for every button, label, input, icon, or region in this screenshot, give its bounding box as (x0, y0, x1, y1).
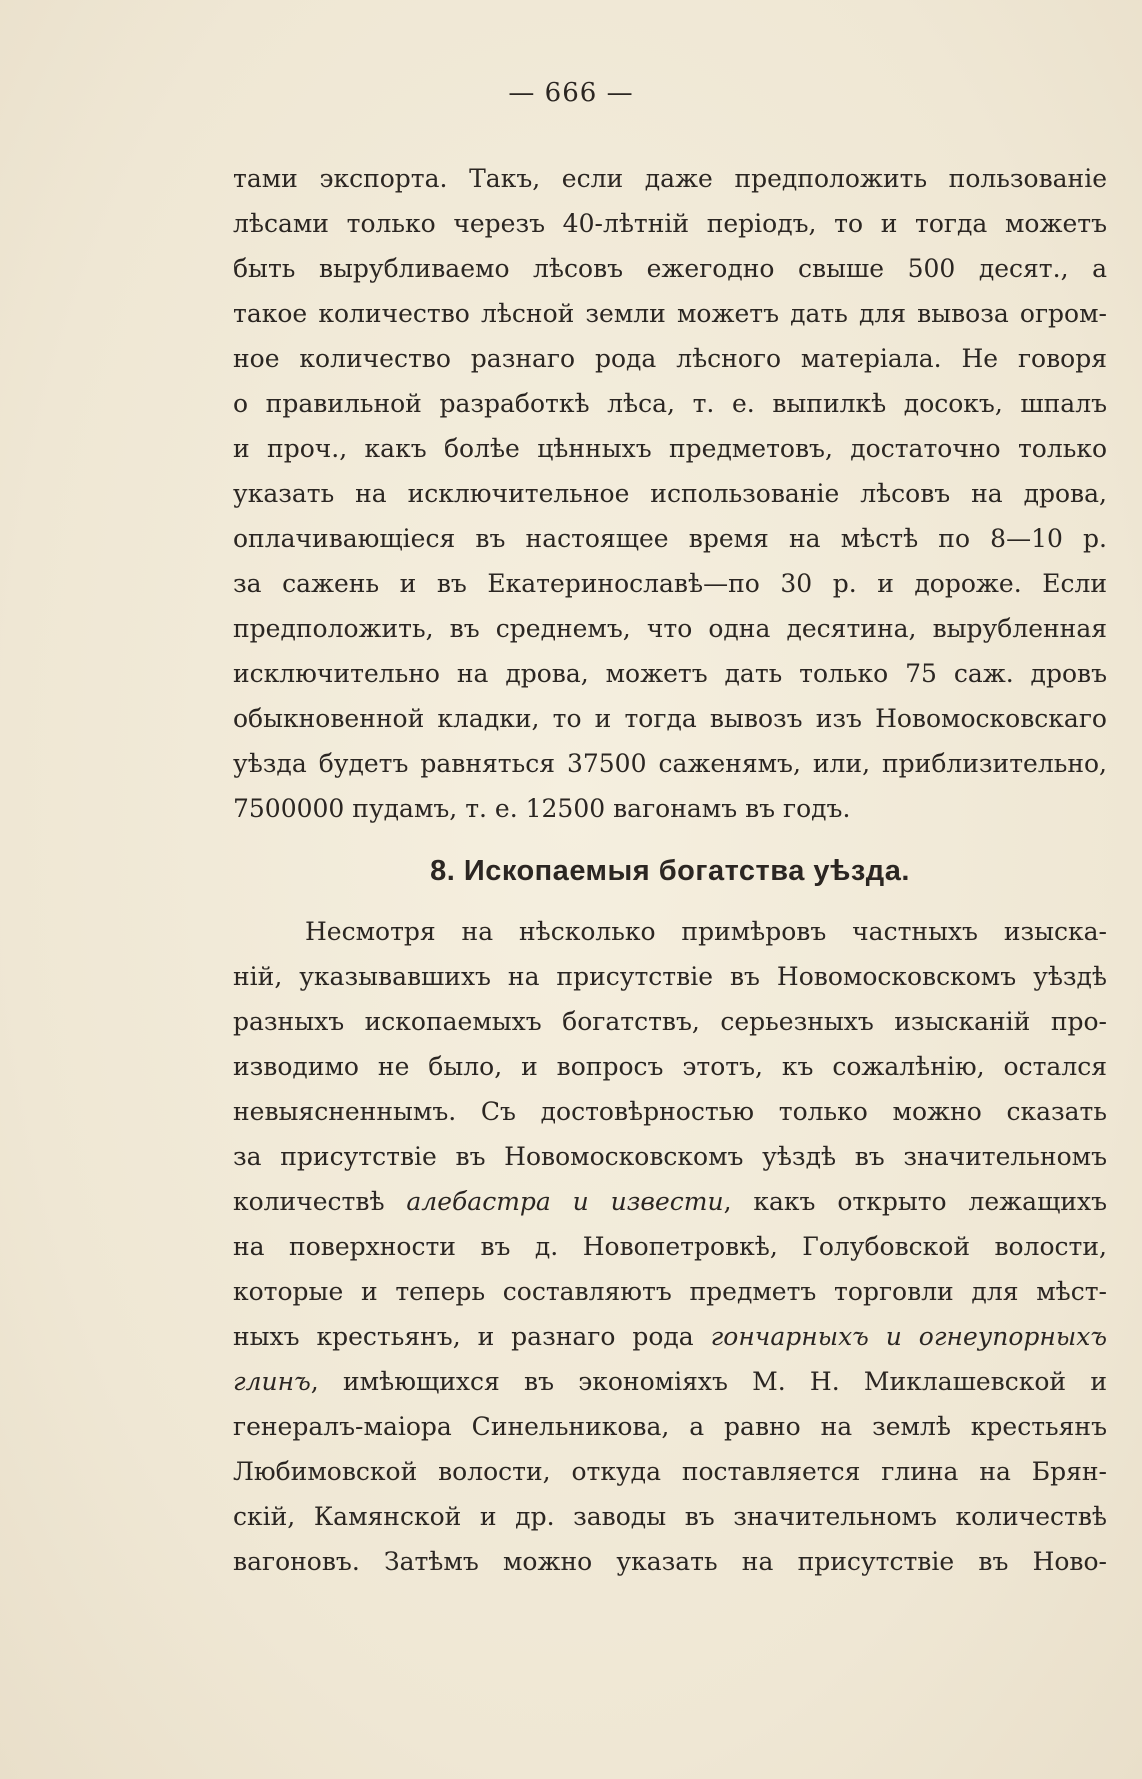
text-line: разныхъ ископаемыхъ богатствъ, серьезныхъ изысканій про- (233, 1007, 1107, 1036)
text-line (233, 1359, 1107, 1404)
text-line: обыкновенной кладки, то и тогда вывозъ изъ Новомосковскаго (233, 704, 1107, 733)
section-heading: 8. Ископаемыя богатства уѣзда. (430, 855, 910, 887)
text-line: 7500000 пудамъ, т. е. 12500 вагонамъ въ годъ. (233, 794, 851, 823)
text-line: исключительно на дрова, можетъ дать только 75 саж. дровъ (233, 659, 1107, 688)
text-line: скій, Камянской и др. заводы въ значительномъ количествѣ (233, 1502, 1107, 1531)
text-line: на поверхности въ д. Новопетровкѣ, Голубовской волости, (233, 1232, 1107, 1261)
text-line: о правильной разработкѣ лѣса, т. е. выпилкѣ досокъ, шпалъ (233, 389, 1107, 418)
text-segment: , имѣющихся въ экономіяхъ М. Н. Миклашевской и (310, 1367, 1107, 1396)
text-line: ній, указывавшихъ на присутствіе въ Новомосковскомъ уѣздѣ (233, 962, 1107, 991)
text-segment: ныхъ крестьянъ, и разнаго рода (233, 1322, 711, 1351)
italic-term-clays: гончарныхъ и огнеупорныхъ (710, 1322, 1107, 1351)
text-line: предположить, въ среднемъ, что одна десятина, вырубленная (233, 614, 1107, 643)
text-line: за присутствіе въ Новомосковскомъ уѣздѣ въ значительномъ (233, 1142, 1107, 1171)
text-line: оплачивающіеся въ настоящее время на мѣстѣ по 8—10 р. (233, 524, 1107, 553)
italic-term-alabaster-lime: алебастра и извести (406, 1187, 724, 1216)
text-line: и проч., какъ болѣе цѣнныхъ предметовъ, достаточно только (233, 434, 1107, 463)
text-segment: , какъ открыто лежащихъ (723, 1187, 1107, 1216)
text-line: за сажень и въ Екатеринославѣ—по 30 р. и дороже. Если (233, 569, 1107, 598)
text-segment: количествѣ (233, 1187, 407, 1216)
text-line: такое количество лѣсной земли можетъ дать для вывоза огром- (233, 299, 1107, 328)
text-line (233, 1314, 1107, 1359)
text-line: указать на исключительное использованіе лѣсовъ на дрова, (233, 479, 1107, 508)
text-line: быть вырубливаемо лѣсовъ ежегодно свыше 500 десят., а (233, 254, 1107, 283)
text-line: Несмотря на нѣсколько примѣровъ частныхъ изыска- (305, 917, 1107, 946)
text-line (233, 1179, 1107, 1224)
text-line: лѣсами только черезъ 40-лѣтній періодъ, то и тогда можетъ (233, 209, 1107, 238)
text-line: ное количество разнаго рода лѣсного матеріала. Не говоря (233, 344, 1107, 373)
text-line: невыясненнымъ. Съ достовѣрностью только можно сказать (233, 1097, 1107, 1126)
text-line: которые и теперь составляютъ предметъ торговли для мѣст- (233, 1277, 1107, 1306)
text-line: генералъ-маіора Синельникова, а равно на землѣ крестьянъ (233, 1412, 1107, 1441)
paragraph-forest-export (233, 156, 1107, 831)
paragraph-mineral-resources (233, 909, 1107, 1584)
body-text (233, 156, 1107, 1584)
text-line: Любимовской волости, откуда поставляется глина на Брян- (233, 1457, 1107, 1486)
text-line: уѣзда будетъ равняться 37500 саженямъ, или, приблизительно, (233, 749, 1107, 778)
page-number: — 666 — (508, 78, 634, 108)
text-line: вагоновъ. Затѣмъ можно указать на присутствіе въ Ново- (233, 1547, 1107, 1576)
italic-term-clays-end: глинъ (233, 1367, 311, 1396)
text-line: тами экспорта. Такъ, если даже предположить пользованіе (233, 164, 1107, 193)
text-line: изводимо не было, и вопросъ этотъ, къ сожалѣнію, остался (233, 1052, 1107, 1081)
